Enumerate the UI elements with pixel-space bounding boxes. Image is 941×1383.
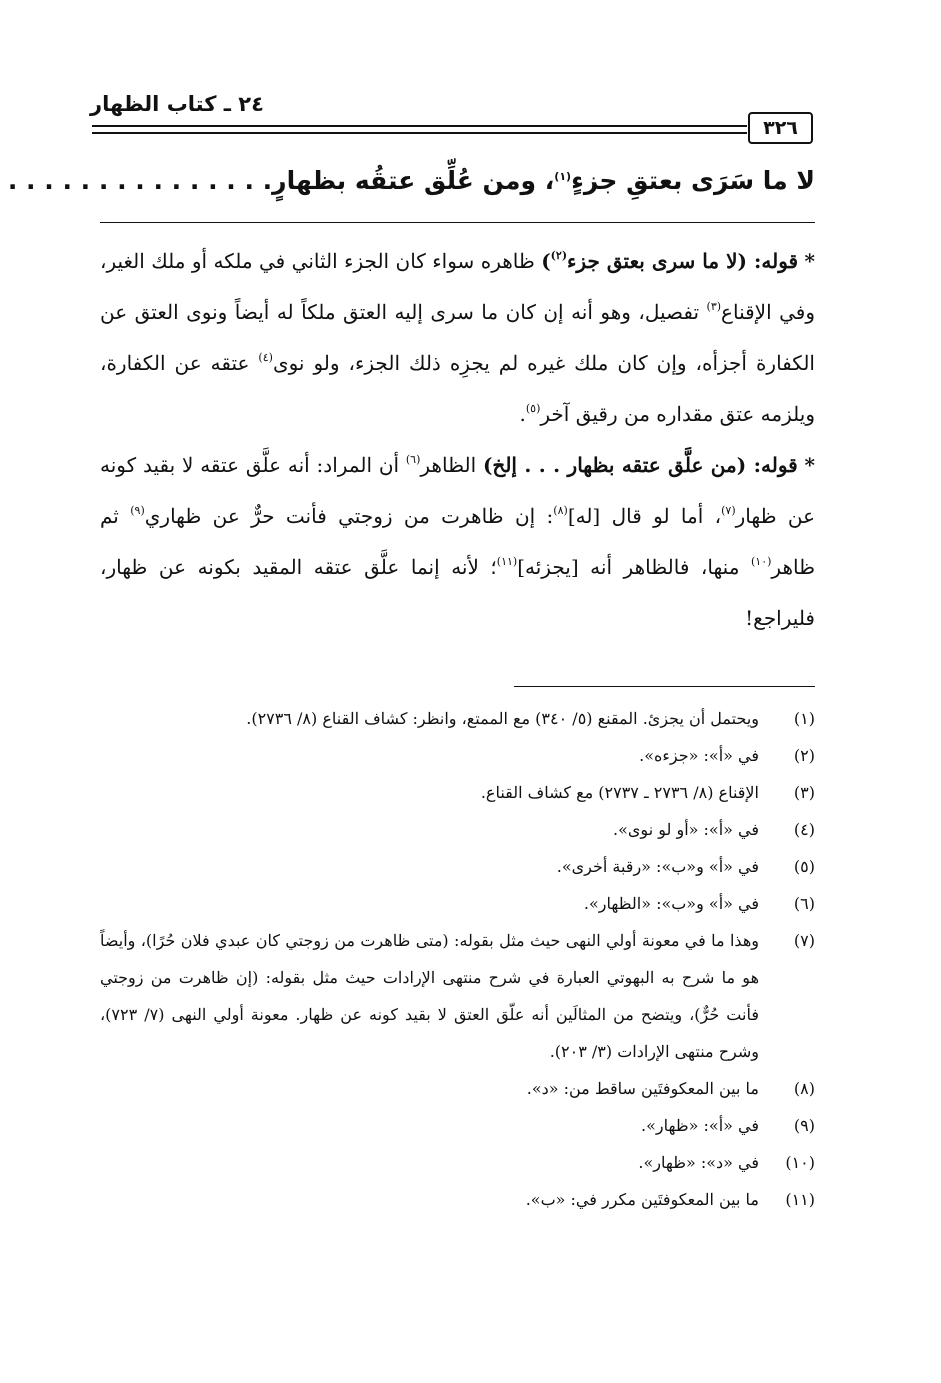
header-rule-lower <box>92 132 747 134</box>
footnote-text: ما بين المعكوفتَين مكرر في: «ب». <box>525 1190 759 1209</box>
footnote-marker-4: (٤) <box>258 351 273 364</box>
footnote-number: (٨) <box>793 1079 815 1098</box>
header-rule-upper <box>92 125 747 127</box>
footnote-text: ما بين المعكوفتَين ساقط من: «د». <box>526 1079 759 1098</box>
paragraph-text: عتقه عن الكفارة، ويلزمه عتق مقداره من رقيق آخر <box>100 351 815 426</box>
footnote-item <box>100 774 815 811</box>
footnote-item <box>100 1070 815 1107</box>
footnote-text: الإقناع (٨/ ٢٧٣٦ ـ ٢٧٣٧) مع كشاف القناع. <box>480 783 759 802</box>
footnote-number: (٢) <box>793 746 815 765</box>
footnote-number: (٧) <box>793 931 815 950</box>
footnote-item <box>100 700 815 737</box>
footnote-item <box>100 1107 815 1144</box>
footnote-item <box>100 922 815 1070</box>
footnote-number: (٥) <box>793 857 815 876</box>
matn-text-a: لا ما سَرَى بعتقِ جزءٍ <box>571 166 815 195</box>
commentary-paragraph-2 <box>100 440 815 644</box>
footnote-marker-11: (١١) <box>496 555 518 568</box>
footnote-item <box>100 1144 815 1181</box>
footnote-marker-1: (١) <box>554 170 572 183</box>
footnote-text: في «د»: «ظهار». <box>638 1153 759 1172</box>
paragraph-text: ثم ظاهر <box>100 504 815 579</box>
paragraph-text: . <box>519 402 526 426</box>
footnote-number: (١١) <box>785 1190 815 1209</box>
footnote-marker-2: (٢) <box>550 249 568 262</box>
footnote-text: في «أ»: «ظهار». <box>641 1116 759 1135</box>
footnote-marker-7: (٧) <box>721 504 736 517</box>
footnote-item <box>100 737 815 774</box>
footnote-number: (١) <box>793 709 815 728</box>
footnote-marker-10: (١٠) <box>750 555 772 568</box>
qawluhu-lemma: قوله: (من علَّق عتقه بظهار . . . إلخ) <box>482 453 798 477</box>
matn-rule <box>100 222 815 223</box>
matn-dots: . . . . . . . . . . . . . . . <box>7 166 273 195</box>
commentary-paragraph-1 <box>100 236 815 440</box>
running-header-title: ٢٤ ـ كتاب الظهار <box>90 92 264 116</box>
paragraph-text: منها، فالظاهر أنه [يجزئه] <box>517 555 751 579</box>
paragraph-text: ، أما لو قال [له] <box>567 504 722 528</box>
footnote-number: (٦) <box>793 894 815 913</box>
paragraph-text: تفصيل، وهو أنه إن كان ما سرى إليه العتق ملكاً له أيضاً ونوى العتق عن الكفارة أجزأه، وإن كان ملك غيره لم يجزِه ذلك الجزء، ولو نوى <box>100 300 815 375</box>
paragraph-text: : إن ظاهرت من زوجتي فأنت حرٌّ عن ظهاري <box>144 504 554 528</box>
footnote-number: (١٠) <box>785 1153 815 1172</box>
commentary-body <box>100 236 815 644</box>
paragraph-text: ظاهره سواء كان الجزء الثاني في ملكه أو ملك الغير، وفي الإقناع <box>100 249 815 324</box>
footnote-item <box>100 848 815 885</box>
footnote-marker-6: (٦) <box>405 453 421 466</box>
star-marker: * <box>804 249 815 273</box>
footnote-item <box>100 885 815 922</box>
star-marker: * <box>804 453 816 477</box>
footnote-separator <box>514 686 815 687</box>
footnote-marker-5: (٥) <box>525 402 541 415</box>
footnote-text: وهذا ما في معونة أولي النهى حيث مثل بقوله: (متى ظاهرت من زوجتي كان عبدي فلان حُرًا)، وأيضاً هو ما شرح به البهوتي العبارة في شرح منتهى الإرادات حيث مثل بقوله: (إن ظاهرت من زوجتي فأنت حُرٌّ)، ويتضح من المثالَين أنه علّق العتق لا بقيد كونه عن ظهار. معونة أولي النهى (٧/ ٧٢٣)، وشرح منتهى الإرادات (٣/ ٢٠٣). <box>100 931 759 1061</box>
footnote-marker-3: (٣) <box>706 300 722 313</box>
footnote-text: في «أ»: «أو لو نوى». <box>613 820 759 839</box>
footnote-text: في «أ»: «جزءه». <box>639 746 759 765</box>
page-number: ٣٢٦ <box>748 112 813 144</box>
footnote-item <box>100 1181 815 1218</box>
qawluhu-lemma: قوله: (لا ما سرى بعتق جزء$^{(٢)}$) <box>541 249 799 273</box>
paragraph-text: أن المراد: أنه علَّق عتقه لا بقيد كونه عن ظهار <box>100 453 816 528</box>
footnote-text: في «أ» و«ب»: «الظهار». <box>583 894 759 913</box>
footnote-number: (٩) <box>793 1116 815 1135</box>
footnote-marker-9: (٩) <box>130 504 145 517</box>
matn-line <box>7 166 815 195</box>
footnote-text: ويحتمل أن يجزئ. المقنع (٥/ ٣٤٠) مع الممتع، وانظر: كشاف القناع (٨/ ٢٧٣٦). <box>246 709 759 728</box>
footnote-item <box>100 811 815 848</box>
footnote-marker-8: (٨) <box>553 504 568 517</box>
footnote-text: في «أ» و«ب»: «رقبة أخرى». <box>556 857 759 876</box>
footnotes-list <box>100 700 815 1218</box>
footnote-number: (٤) <box>793 820 815 839</box>
matn-text-b: ، ومن عُلِّق عتقُه بظهارٍ <box>272 166 555 195</box>
footnote-number: (٣) <box>793 783 815 802</box>
paragraph-text: الظاهر <box>420 453 483 477</box>
paragraph-text: ؛ لأنه إنما علَّق عتقه المقيد بكونه عن ظهار، فليراجع! <box>100 555 815 630</box>
